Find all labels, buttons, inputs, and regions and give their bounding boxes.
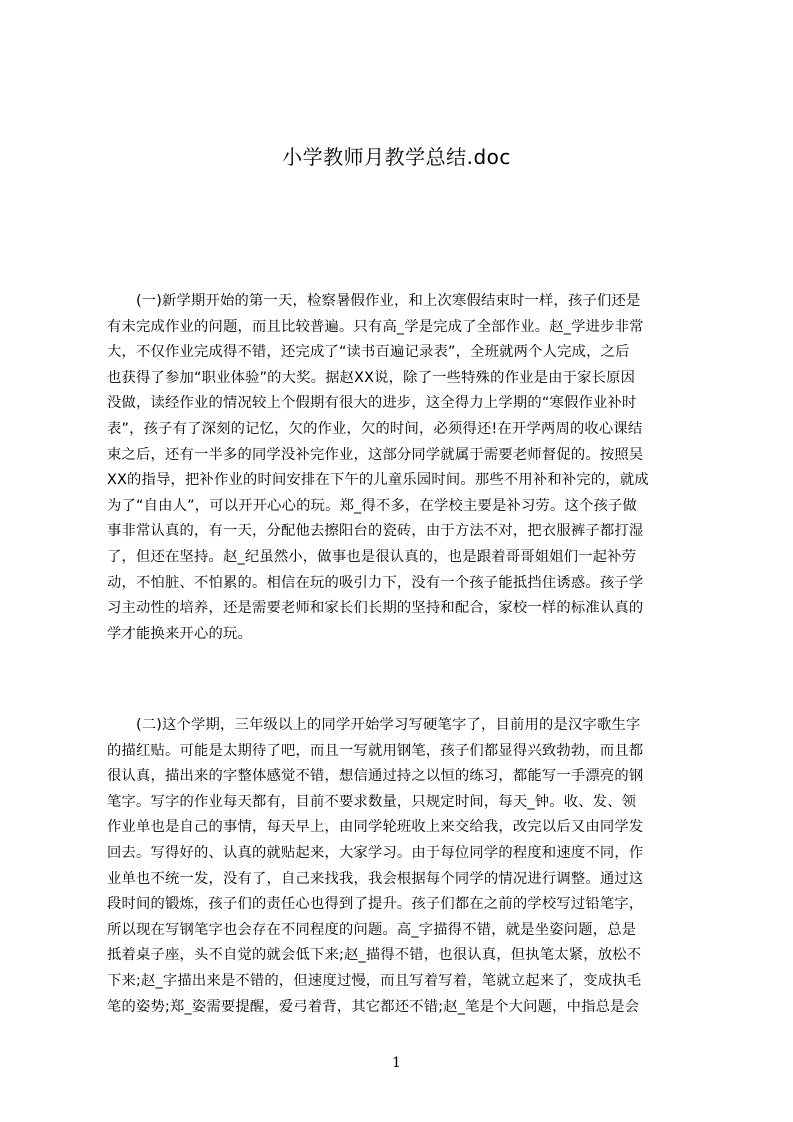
text-line: 段时间的锻炼，孩子们的责任心也得到了提升。孩子们都在之前的学校写过铅笔字，	[107, 896, 644, 913]
text-line: 表”，孩子有了深刻的记忆，欠的作业，欠的时间，必须得还!在开学两周的收心课结	[107, 420, 643, 437]
text-line: 回去。写得好的、认真的就贴起来，大家学习。由于每位同学的程度和速度不同，作	[107, 844, 644, 861]
text-line: 很认真，描出来的字整体感觉不错，想信通过持之以恒的练习，都能写一手漂亮的钢	[107, 768, 644, 785]
text-line: 笔的姿势;郑_姿需要提醒，爱弓着背，其它都还不错;赵_笔是个大问题，中指总是会	[107, 998, 640, 1015]
text-line: 动，不怕脏、不怕累的。相信在玩的吸引力下，没有一个孩子能抵挡住诱惑。孩子学	[107, 574, 644, 591]
text-line: 大，不仅作业完成得不错，还完成了“读书百遍记录表”，全班就两个人完成，之后	[107, 344, 630, 361]
paragraph-2	[107, 713, 697, 1020]
text-line: 抵着桌子座，头不自觉的就会低下来;赵_描得不错，也很认真，但执笔太紧，放松不	[107, 947, 642, 964]
text-line: 的描红贴。可能是太期待了吧，而且一写就用钢笔，孩子们都显得兴致勃勃，而且都	[107, 742, 644, 759]
text-line: 下来;赵_字描出来是不错的，但速度过慢，而且写着写着，笔就立起来了，变成执毛	[107, 972, 642, 989]
text-line: 事非常认真的，有一天，分配他去擦阳台的瓷砖，由于方法不对，把衣服裤子都打湿	[107, 523, 644, 540]
paragraph-1	[107, 289, 697, 647]
text-line: 所以现在写钢笔字也会存在不同程度的问题。高_字描得不错，就是坐姿问题，总是	[107, 921, 637, 938]
text-line: 为了“自由人”，可以开开心心的玩。郑_得不多，在学校主要是补习劳。这个孩子做	[107, 497, 637, 514]
text-line: 业单也不统一发，没有了，自己来找我，我会根据每个同学的情况进行调整。通过这	[107, 870, 644, 887]
text-line: 有未完成作业的问题，而且比较普遍。只有高_学是完成了全部作业。赵_学进步非常	[107, 318, 644, 335]
text-line: (一)新学期开始的第一天，检察暑假作业，和上次寒假结束时一样，孩子们还是	[136, 293, 641, 309]
text-line: 也获得了参加“职业体验”的大奖。据赵XX说，除了一些特殊的作业是由于家长原因	[107, 369, 636, 386]
text-line: 习主动性的培养，还是需要老师和家长们长期的坚持和配合，家校一样的标准认真的	[107, 600, 644, 617]
text-line: 束之后，还有一半多的同学没补完作业，这部分同学就属于需要老师督促的。按照吴	[107, 446, 644, 463]
text-line: 作业单也是自己的事情，每天早上，由同学轮班收上来交给我，改完以后又由同学发	[107, 819, 644, 836]
document-title: 小学教师月教学总结.doc	[282, 145, 511, 169]
text-line: 了，但还在坚持。赵_纪虽然小，做事也是很认真的，也是跟着哥哥姐姐们一起补劳	[107, 548, 637, 565]
text-line: 学才能换来开心的玩。	[107, 625, 252, 642]
text-line: 没做，读经作业的情况较上个假期有很大的进步，这全得力上学期的“寒假作业补时	[107, 395, 637, 412]
text-line: XX的指导，把补作业的时间安排在下午的儿童乐园时间。那些不用补和补完的，就成	[107, 472, 649, 489]
text-line: (二)这个学期，三年级以上的同学开始学习写硬笔字了，目前用的是汉字歌生字	[136, 717, 641, 733]
page-number: 1	[392, 1055, 401, 1071]
text-line: 笔字。写字的作业每天都有，目前不要求数量，只规定时间，每天_钟。收、发、领	[107, 793, 637, 810]
